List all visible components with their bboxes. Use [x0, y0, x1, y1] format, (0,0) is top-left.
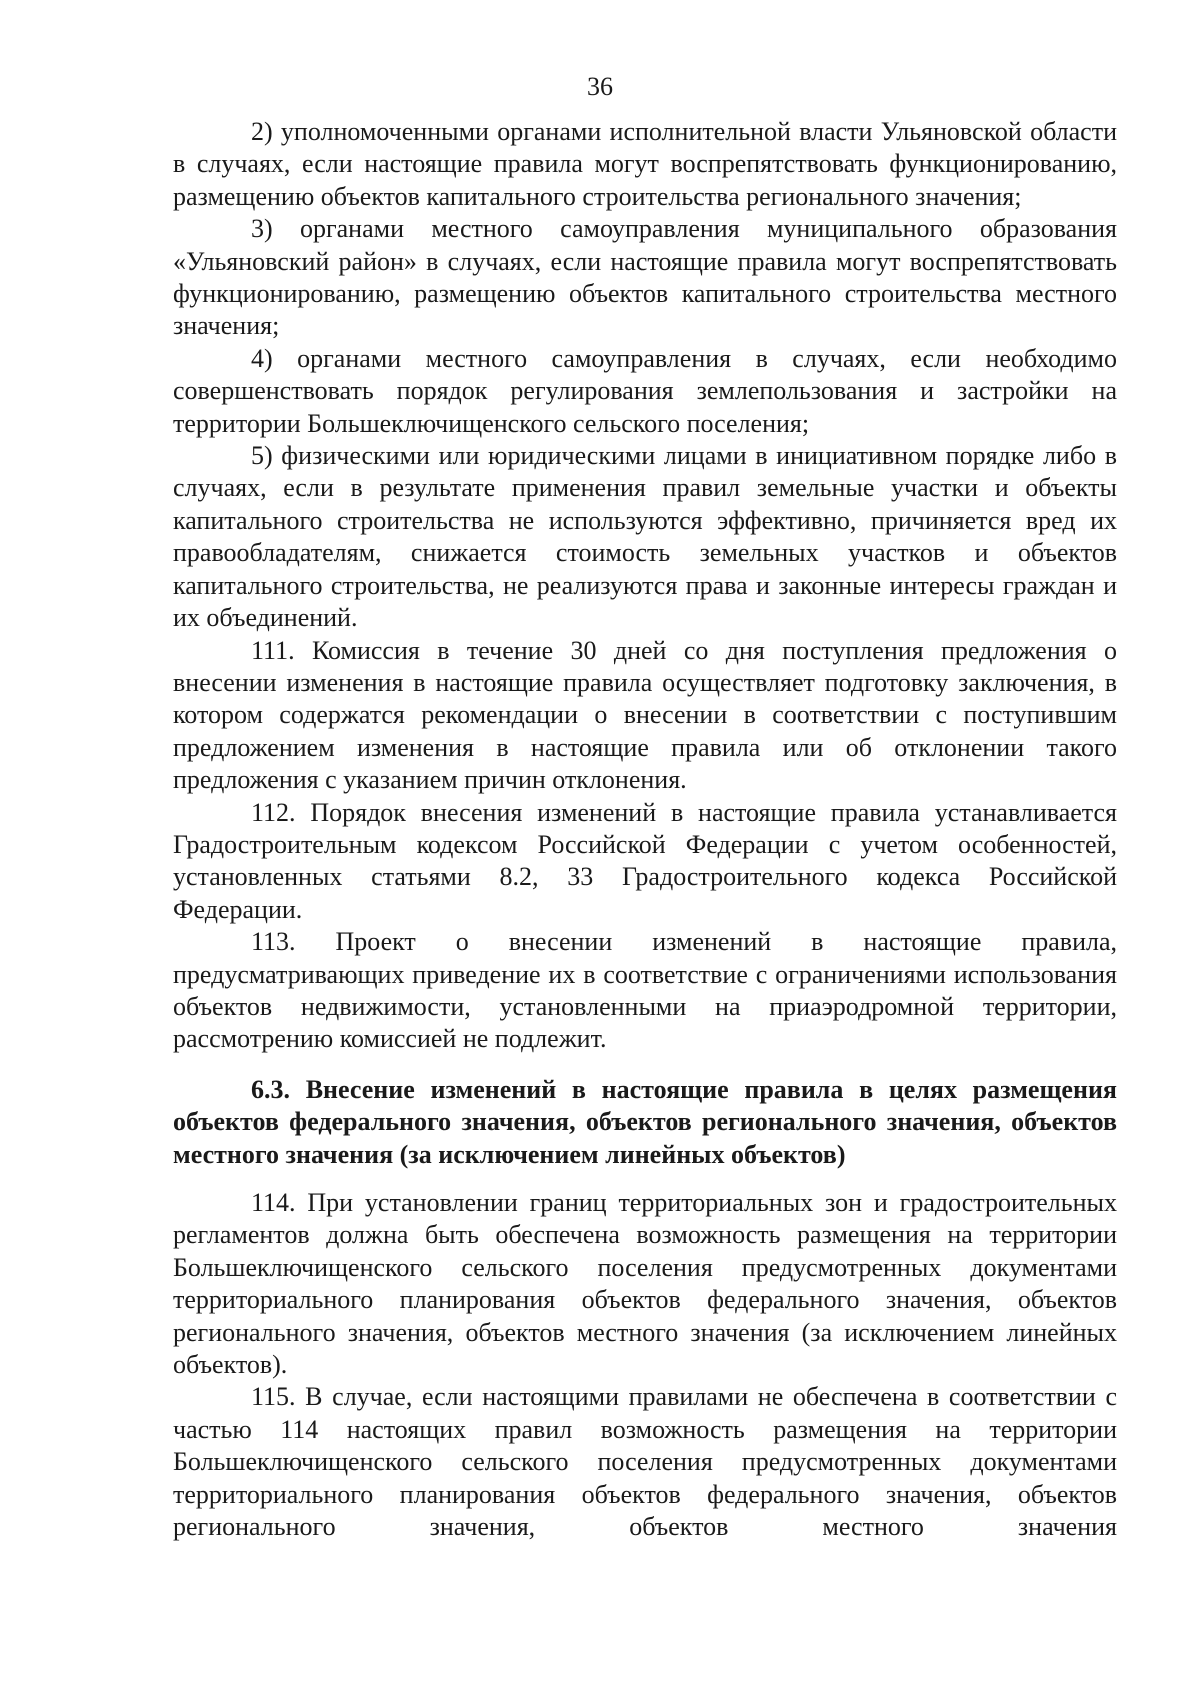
- paragraph-item-3: 3) органами местного самоуправления муниципального образования «Ульяновский район» в случаях, если настоящие правила могут воспрепятствовать функционированию, размещению объектов капитального строительства местного значения;: [173, 214, 1117, 341]
- section-heading: 6.3. Внесение изменений в настоящие правила в целях размещения объектов федерального значения, объектов регионального значения, объектов местного значения (за исключением линейных объектов): [173, 1074, 1117, 1169]
- paragraph-114: 114. При установлении границ территориальных зон и градостроительных регламентов должна быть обеспечена возможность размещения на территории Большеключищенского сельского поселения предусмотренных документами территориального планирования объектов федерального значения, объектов регионального значения, объектов местного значения (за исключением линейных объектов).: [173, 1188, 1117, 1380]
- page-number: 36: [587, 72, 613, 101]
- document-body: [173, 116, 1117, 1543]
- paragraph-115: 115. В случае, если настоящими правилами не обеспечена в соответствии с частью 114 настоящих правил возможность размещения на территории Большеключищенского сельского поселения предусмотренных документами территориального планирования объектов федерального значения, объектов регионального значения, объектов местного значения: [173, 1382, 1117, 1542]
- paragraph-item-2: 2) уполномоченными органами исполнительной власти Ульяновской области в случаях, если настоящие правила могут воспрепятствовать функционированию, размещению объектов капитального строительства регионального значения;: [173, 117, 1117, 211]
- paragraph-113: 113. Проект о внесении изменений в настоящие правила, предусматривающих приведение их в соответствие с ограничениями использования объектов недвижимости, установленными на приаэродромной территории, рассмотрению комиссией не подлежит.: [173, 927, 1117, 1054]
- paragraph-111: 111. Комиссия в течение 30 дней со дня поступления предложения о внесении изменения в настоящие правила осуществляет подготовку заключения, в котором содержатся рекомендации о внесении в соответствии с поступившим предложением изменения в настоящие правила или об отклонении такого предложения с указанием причин отклонения.: [173, 635, 1117, 795]
- paragraph-item-5: 5) физическими или юридическими лицами в инициативном порядке либо в случаях, если в результате применения правил земельные участки и объекты капитального строительства не используются эффективно, причиняется вред их правообладателям, снижается стоимость земельных участков и объектов капитального строительства, не реализуются права и законные интересы граждан и их объединений.: [173, 441, 1117, 633]
- paragraph-112: 112. Порядок внесения изменений в настоящие правила устанавливается Градостроительным кодексом Российской Федерации с учетом особенностей, установленных статьями 8.2, 33 Градостроительного кодекса Российской Федерации.: [173, 797, 1117, 924]
- paragraph-item-4: 4) органами местного самоуправления в случаях, если необходимо совершенствовать порядок регулирования землепользования и застройки на территории Большеключищенского сельского поселения;: [173, 343, 1117, 438]
